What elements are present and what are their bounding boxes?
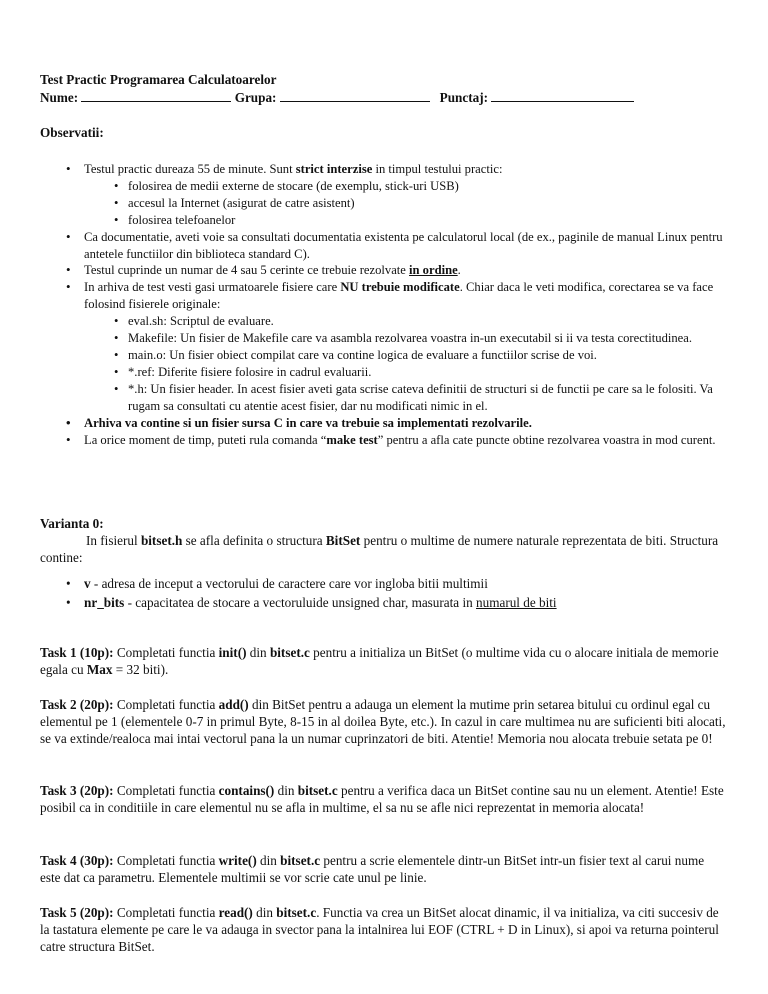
list-item: • Ca documentatie, aveti voie sa consultati documentatia existenta pe calculatorul local (de ex., paginile de manual Linux pentru antetele functiilor din biblioteca standard C). xyxy=(70,229,730,263)
list-item: • Testul cuprinde un numar de 4 sau 5 cerinte ce trebuie rezolvate in ordine. xyxy=(70,262,730,279)
header-fields xyxy=(40,89,726,106)
task-3: Task 3 (20p): Completati functia contains() din bitset.c pentru a verifica daca un BitSet contine sau nu un element. Atentie! Este posibil ca in conditiile in care elementul nu se afla in multime, el sa nu se afle nici reprezentat in memoria alocata! xyxy=(40,783,724,815)
list-item: • In arhiva de test vesti gasi urmatoarele fisiere care NU trebuie modificate. Chiar daca le veti modifica, corectarea se va face folosind fisierele originale: • eval.sh: Scriptul de evaluare. • Makefile: Un fisier de Makefile care va asambla rezolvarea voastra in-un executabil si ii va testa corectitudinea. • main.o: Un fisier obiect compilat care va contine logica de evaluare a functiilor scrise de voi. • *.ref: Diferite fisiere folosire in cadrul evaluarii. • *.h: Un fisier header. In acest fisier aveti gata scrise cateva definitii de structuri si de functii pe care sa le folositi. Va rugam sa consultati cu atentie acest fisier, dar nu modificati nimic in el. xyxy=(70,279,730,414)
punctaj-label: Punctaj: xyxy=(439,90,488,105)
sub-list xyxy=(84,178,730,229)
grupa-label: Grupa: xyxy=(234,90,277,105)
list-item: • nr_bits - capacitatea de stocare a vectoruluide unsigned char, masurata in numarul de biti xyxy=(70,593,730,612)
observatii-list xyxy=(70,161,730,448)
struct-fields-list xyxy=(70,574,730,612)
nume-label: Nume: xyxy=(40,90,79,105)
list-item: • La orice moment de timp, puteti rula comanda “make test” pentru a afla cate puncte obtine rezolvarea voastra in mod curent. xyxy=(70,432,730,449)
list-item: • *.h: Un fisier header. In acest fisier aveti gata scrise cateva definitii de structuri si de functii pe care sa le folositi. Va rugam sa consultati cu atentie acest fisier, dar nu modificati nimic in el. xyxy=(114,381,730,415)
list-item: • Testul practic dureaza 55 de minute. Sunt strict interzise in timpul testului practic: • folosirea de medii externe de stocare (de exemplu, stick-uri USB) • accesul la Internet (asigurat de catre asistent) • folosirea telefoanelor xyxy=(70,161,730,229)
list-item: • eval.sh: Scriptul de evaluare. xyxy=(114,313,730,330)
list-item: • folosirea de medii externe de stocare (de exemplu, stick-uri USB) xyxy=(114,178,730,195)
varianta-heading: Varianta 0: xyxy=(40,516,104,531)
task-5: Task 5 (20p): Completati functia read() din bitset.c. Functia va crea un BitSet alocat dinamic, il va initializa, va citi succesiv de la tastatura elemente pe care le va adauga in svector pana la intalnirea lui EOF (CTRL + D in Linux), si apoi va returna pointerul catre structura BitSet. xyxy=(40,905,719,954)
punctaj-blank[interactable] xyxy=(491,89,634,102)
varianta-intro: In fisierul bitset.h se afla definita o structura BitSet pentru o multime de numere naturale reprezentata de biti. Structura contine: xyxy=(40,533,719,565)
task-1: Task 1 (10p): Completati functia init() din bitset.c pentru a initializa un BitSet (o multime vida cu o alocare initiala de memorie egala cu Max = 32 biti). xyxy=(40,645,719,677)
grupa-blank[interactable] xyxy=(280,89,430,102)
list-item: • *.ref: Diferite fisiere folosire in cadrul evaluarii. xyxy=(114,364,730,381)
sub-list xyxy=(84,313,730,414)
task-4: Task 4 (30p): Completati functia write() din bitset.c pentru a scrie elementele dintr-un BitSet intr-un fisier text al carui nume este dat ca parametru. Elementele multimii se vor scrie cate unul pe linie. xyxy=(40,853,705,885)
list-item: • folosirea telefoanelor xyxy=(114,212,730,229)
list-item: • Arhiva va contine si un fisier sursa C in care va trebuie sa implementati rezolvarile. xyxy=(70,415,730,432)
nume-blank[interactable] xyxy=(81,89,231,102)
list-item: • main.o: Un fisier obiect compilat care va contine logica de evaluare a functiilor scrise de voi. xyxy=(114,347,730,364)
doc-title: Test Practic Programarea Calculatoarelor xyxy=(40,72,277,87)
list-item: • v - adresa de inceput a vectorului de caractere care vor ingloba bitii multimii xyxy=(70,574,730,593)
list-item: • accesul la Internet (asigurat de catre asistent) xyxy=(114,195,730,212)
observatii-heading: Observatii: xyxy=(40,125,104,140)
list-item: • Makefile: Un fisier de Makefile care va asambla rezolvarea voastra in-un executabil si ii va testa corectitudinea. xyxy=(114,330,730,347)
task-2: Task 2 (20p): Completati functia add() din BitSet pentru a adauga un element la mutime prin setarea bitului cu ordinul egal cu elementul pe 1 (elementele 0-7 in primul Byte, 8-15 in al doilea Byte, etc.). In cazul in care multimea nu are suficienti biti alocati, se va extinde/realoca mai intai vectorul pana la un numar cuprinzatori de biti. Atentie! Memoria nou alocata trebuie setata pe 0! xyxy=(40,697,726,746)
